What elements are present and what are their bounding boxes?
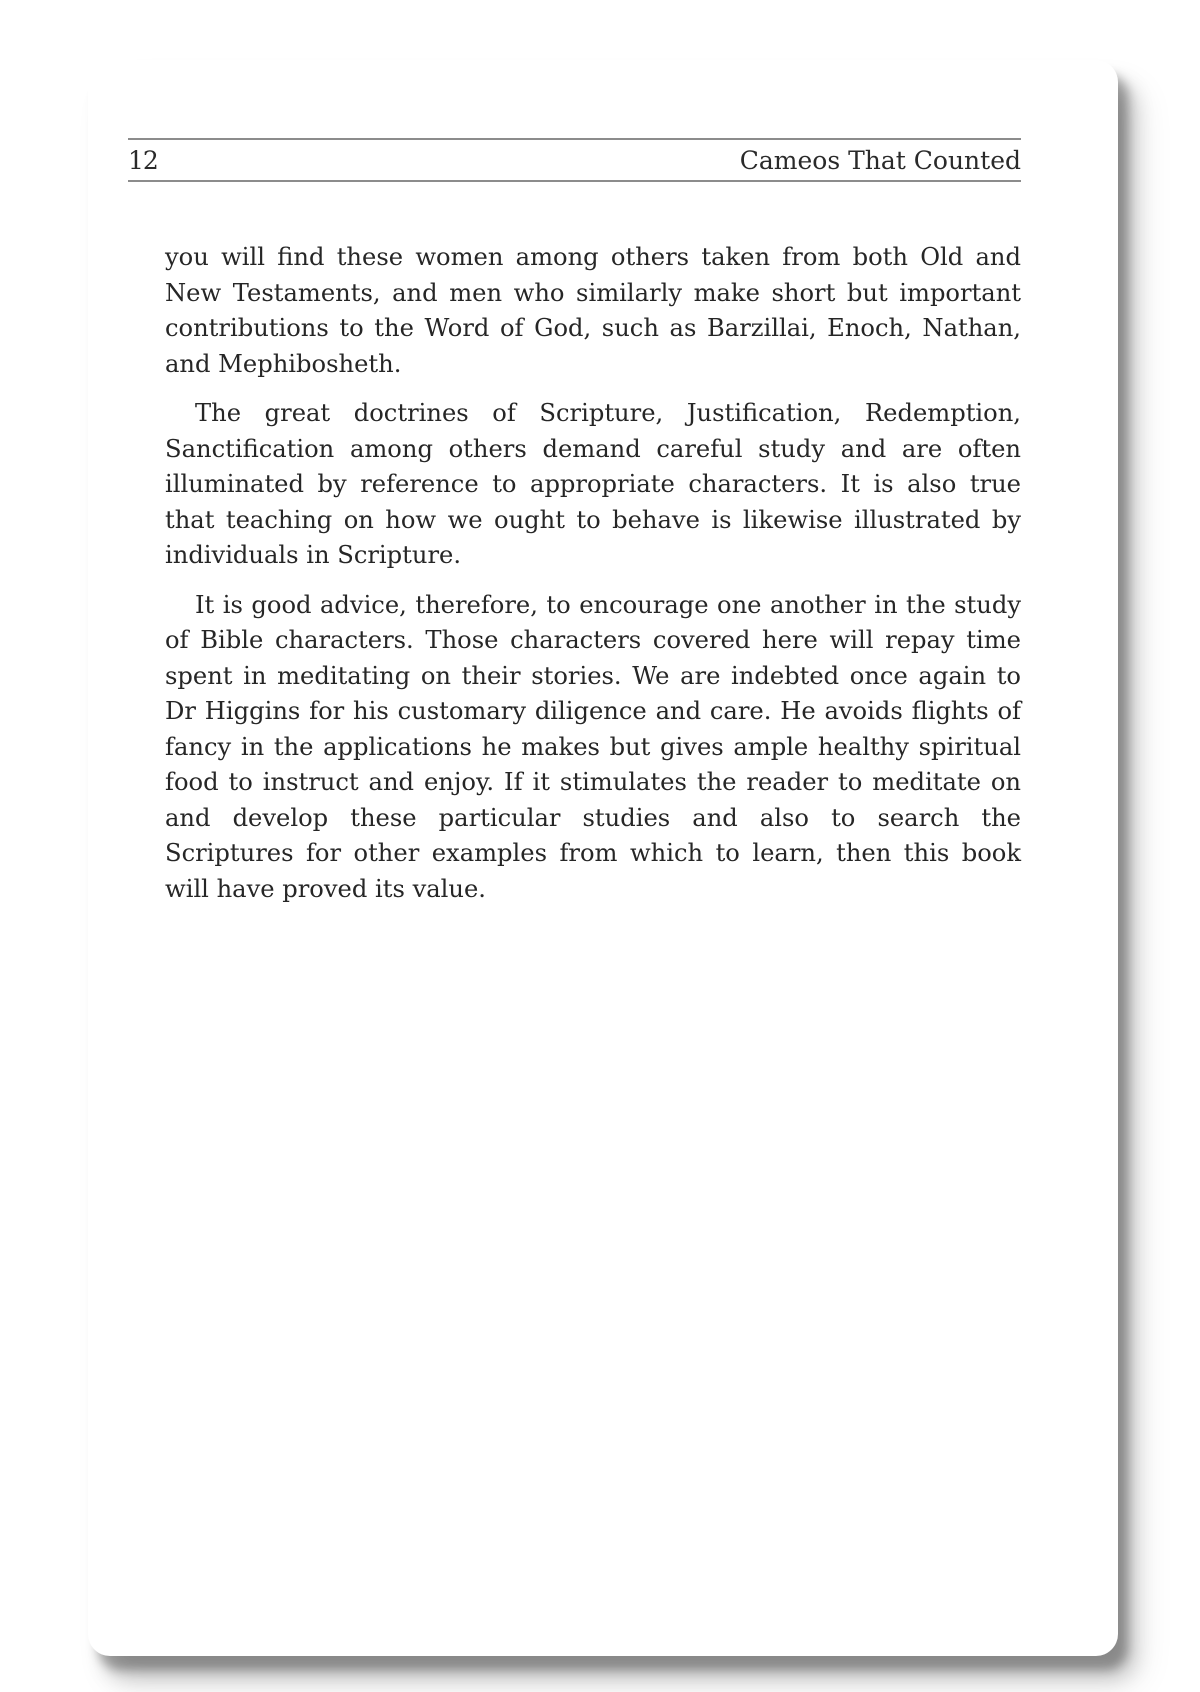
paragraph: you will find these women among others taken from both Old and New Testaments, and men who similarly make short but important contributions to the Word of God, such as Barzillai, Enoch, Nathan, and Mephibosheth. — [165, 243, 1021, 378]
paragraph: The great doctrines of Scripture, Justification, Redemption, Sanctification among others demand careful study and are often illuminated by reference to appropriate characters. It is also true that teaching on how we ought to behave is likewise illustrated by individuals in Scripture. — [165, 399, 1021, 569]
running-header — [128, 138, 1021, 182]
running-title: Cameos That Counted — [739, 145, 1021, 175]
page-number: 12 — [128, 145, 158, 175]
book-page — [88, 60, 1118, 1656]
body-text — [165, 240, 1021, 921]
paragraph: It is good advice, therefore, to encourage one another in the study of Bible characters. Those characters covered here will repay time spent in meditating on their stories. We are indebted once again to Dr Higgins for his customary diligence and care. He avoids flights of fancy in the applications he makes but gives ample healthy spiritual food to instruct and enjoy. If it stimulates the reader to meditate on and develop these particular studies and also to search the Scriptures for other examples from which to learn, then this book will have proved its value. — [165, 590, 1021, 903]
